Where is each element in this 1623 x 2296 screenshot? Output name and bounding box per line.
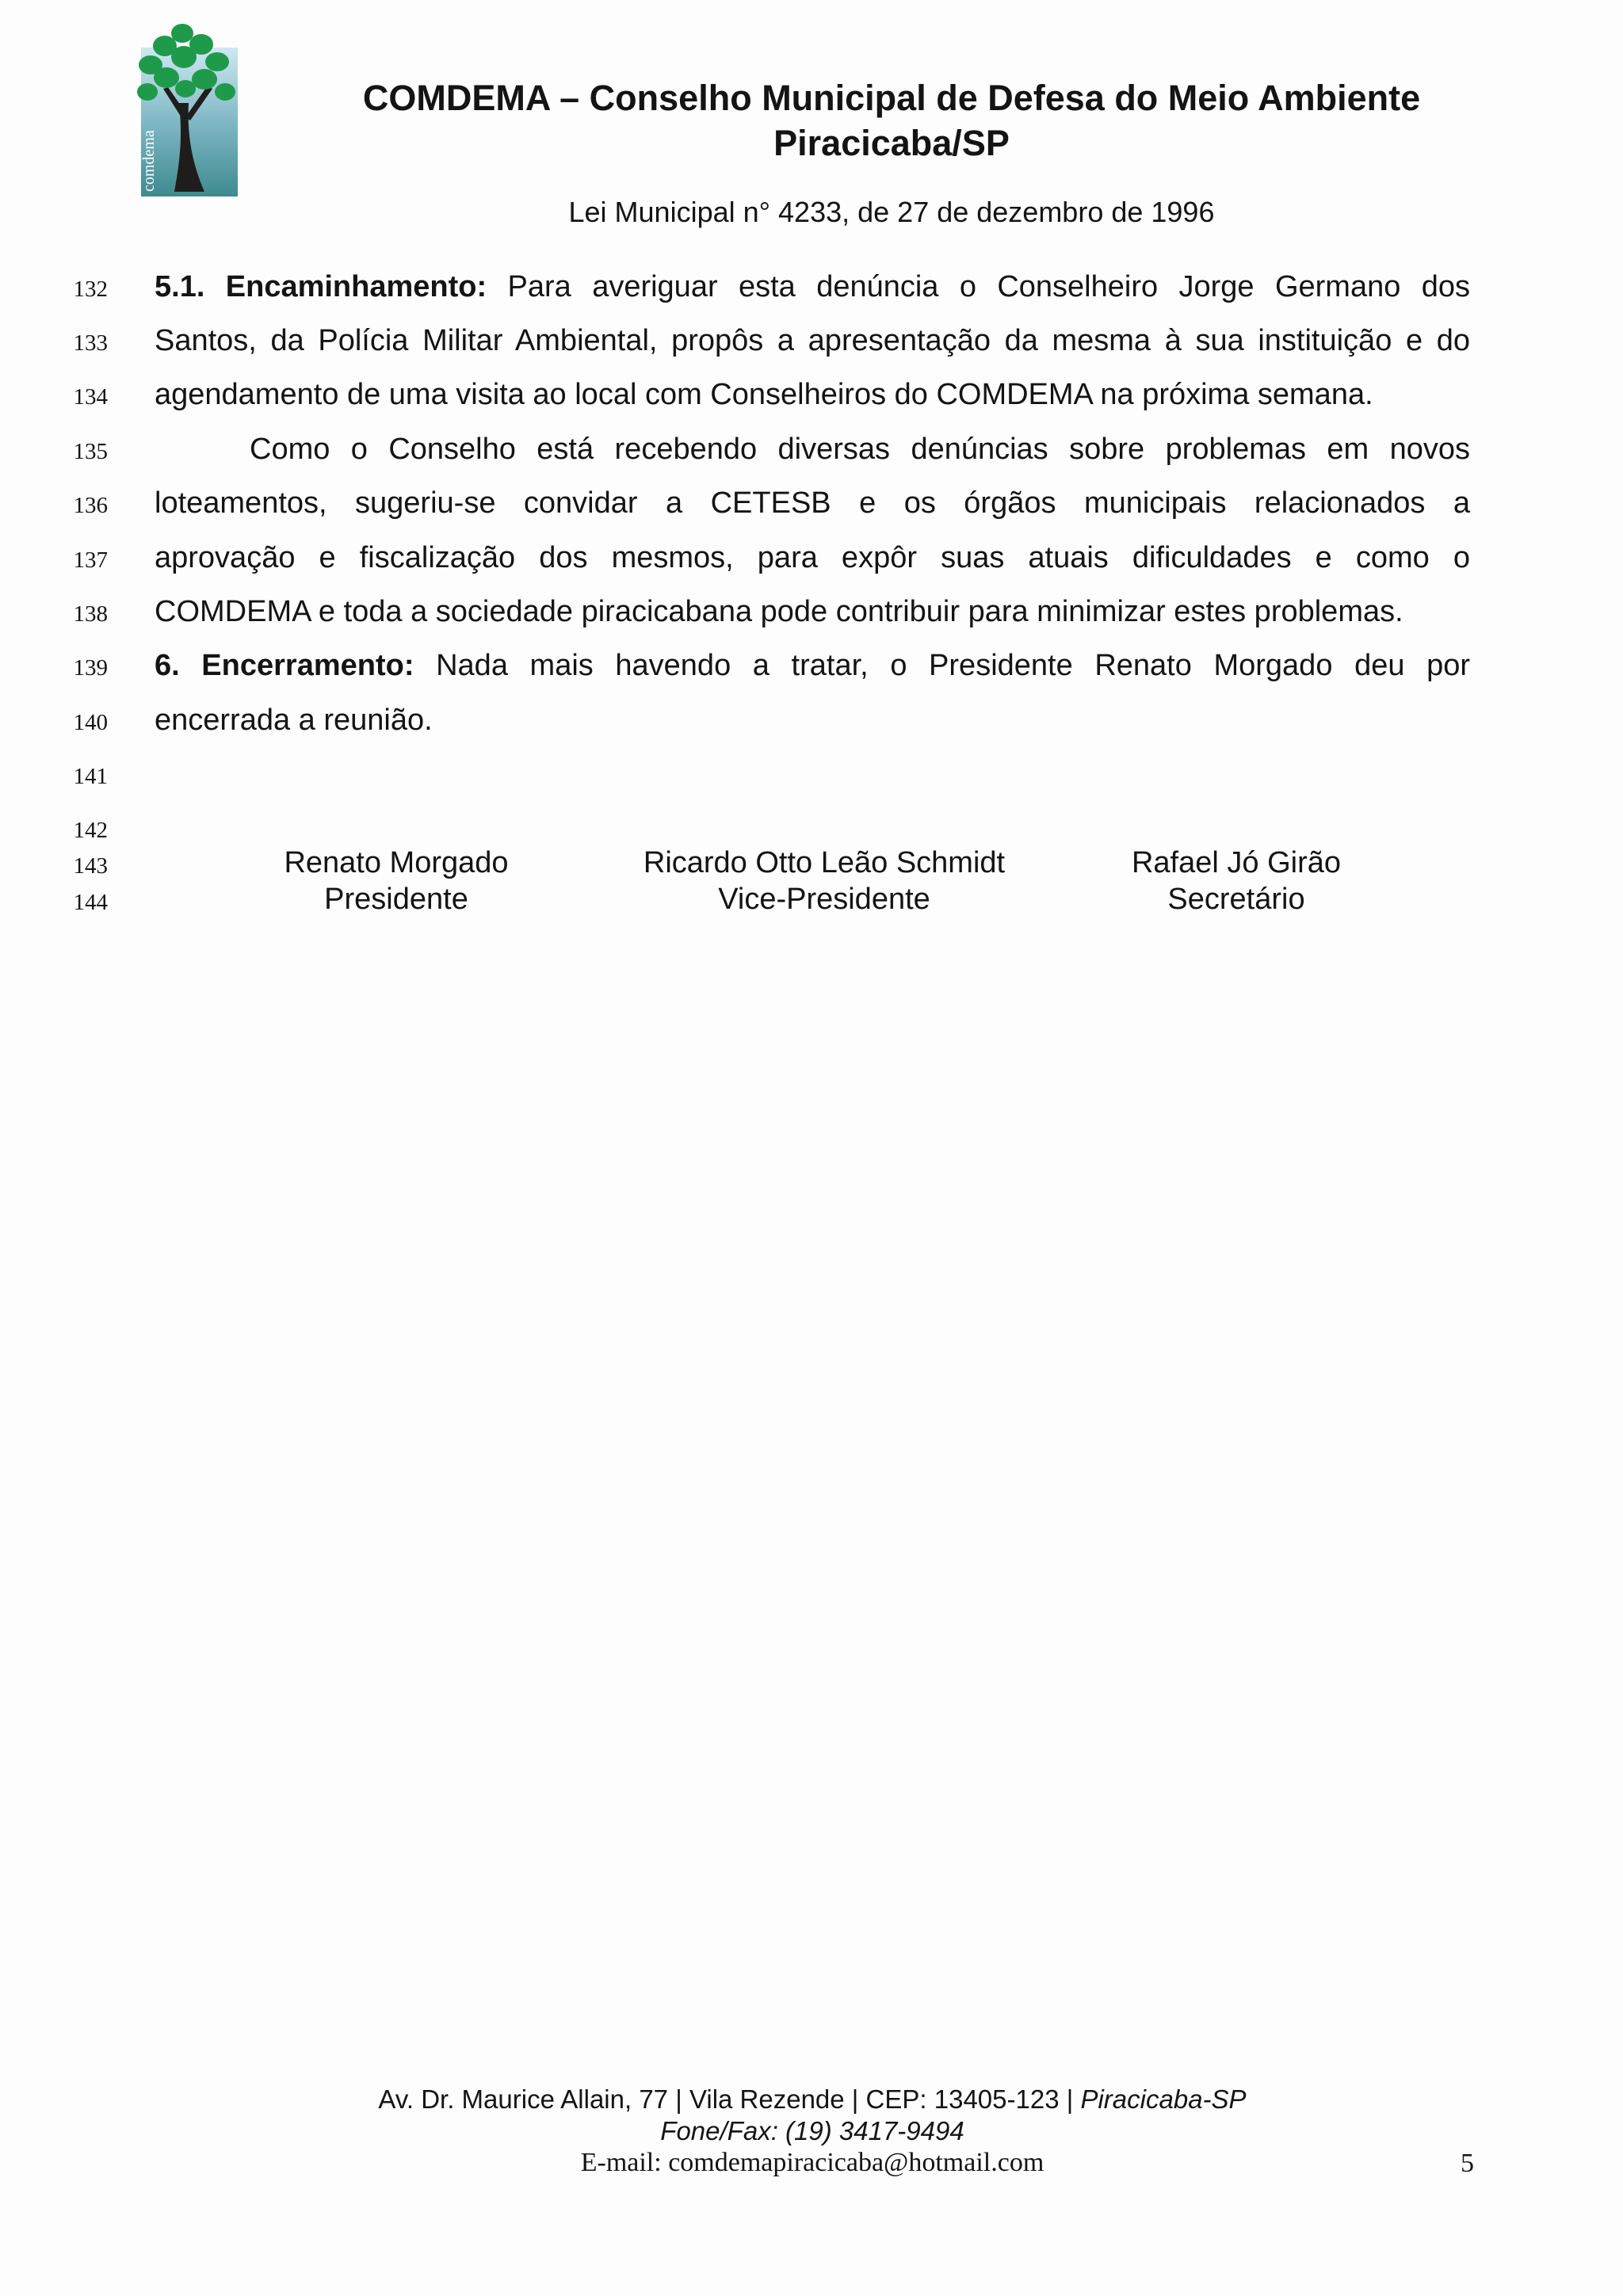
line-number: 141	[73, 764, 108, 789]
body-line-139: 6. Encerramento: Nada mais havendo a tratar, o Presidente Renato Morgado deu por	[155, 649, 1470, 682]
title-line-2: Piracicaba/SP	[773, 123, 1010, 163]
footer-phone: Fone/Fax: (19) 3417-9494	[660, 2116, 964, 2145]
line-number: 132	[73, 277, 108, 302]
line-number: 139	[73, 655, 108, 681]
signature-role: Vice-Presidente	[718, 883, 930, 916]
comdema-logo	[119, 16, 246, 198]
body-line-137: aprovação e fiscalização dos mesmos, para expôr suas atuais dificuldades e como o	[155, 541, 1470, 574]
body-line-132: 5.1. Encaminhamento: Para averiguar esta denúncia o Conselheiro Jorge Germano dos	[155, 270, 1471, 303]
body-line-135: Como o Conselho está recebendo diversas denúncias sobre problemas em novos	[250, 433, 1470, 466]
body-line-134: agendamento de uma visita ao local com Conselheiros do COMDEMA na próxima semana.	[155, 378, 1373, 411]
signature-name: Ricardo Otto Leão Schmidt	[643, 846, 1006, 879]
document-subtitle: Lei Municipal n° 4233, de 27 de dezembro de 1996	[568, 196, 1215, 228]
signature-block-secretary	[1014, 845, 1458, 917]
body-line-140: encerrada a reunião.	[155, 704, 433, 737]
document-title	[317, 75, 1466, 166]
body-line-138: COMDEMA e toda a sociedade piracicabana pode contribuir para minimizar estes problemas.	[155, 595, 1403, 628]
signature-name: Rafael Jó Girão	[1131, 846, 1341, 879]
signature-name: Renato Morgado	[284, 846, 509, 879]
signature-role: Presidente	[324, 883, 468, 916]
line-number: 143	[73, 853, 108, 879]
svg-text:comdema: comdema	[140, 130, 158, 192]
line-number: 133	[73, 330, 108, 356]
line-number: 134	[73, 384, 108, 410]
section-heading: 5.1. Encaminhamento:	[155, 270, 487, 303]
body-line-133: Santos, da Polícia Militar Ambiental, propôs a apresentação da mesma à sua instituição e do	[155, 324, 1470, 357]
body-line-136: loteamentos, sugeriu-se convidar a CETESB e os órgãos municipais relacionados a	[155, 486, 1470, 520]
footer-email: E-mail: comdemapiracicaba@hotmail.com	[580, 2148, 1044, 2177]
line-number: 142	[73, 818, 108, 843]
line-number: 140	[73, 710, 108, 735]
footer-city: Piracicaba-SP	[1080, 2084, 1247, 2114]
line-number: 136	[73, 493, 108, 518]
footer-address: Av. Dr. Maurice Allain, 77 | Vila Rezende | CEP: 13405-123 | Piracicaba-SP	[378, 2084, 1247, 2114]
line-number: 137	[73, 547, 108, 573]
page-number: 5	[1461, 2149, 1474, 2178]
signature-block-president	[174, 845, 618, 917]
line-number: 138	[73, 601, 108, 627]
signature-role: Secretário	[1167, 883, 1305, 916]
line-number: 144	[73, 890, 108, 915]
signature-block-vice-president	[602, 845, 1046, 917]
title-line-1: COMDEMA – Conselho Municipal de Defesa do Meio Ambiente	[362, 78, 1421, 118]
section-heading: 6. Encerramento:	[155, 649, 414, 682]
line-number: 135	[73, 439, 108, 464]
